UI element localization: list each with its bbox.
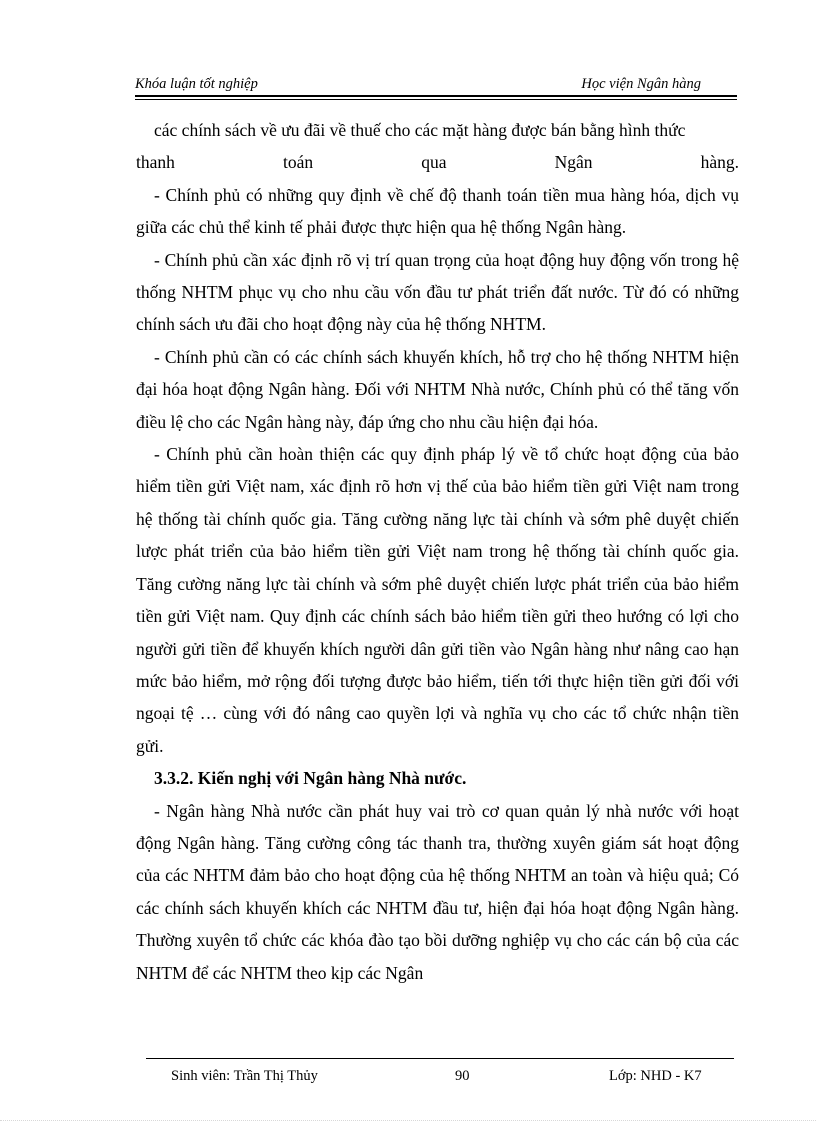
paragraph-capital-mobilization: - Chính phủ cần xác định rõ vị trí quan trọng của hoạt động huy động vốn trong hệ thống NHTM phục vụ cho nhu cầu vốn đầu tư phát triển đất nước. Từ đó có những chính sách ưu đãi cho hoạt động này của hệ thống NHTM. (136, 249, 739, 335)
footer-rule (146, 1058, 734, 1059)
section-heading: 3.3.2. Kiến nghị với Ngân hàng Nhà nước. (154, 768, 467, 789)
footer-class: Lớp: NHD - K7 (609, 1068, 702, 1084)
footer-student-name: Sinh viên: Trần Thị Thủy (171, 1068, 318, 1084)
page-number: 90 (455, 1068, 470, 1084)
page-bottom-dotted-line (0, 1120, 816, 1121)
page-header (135, 76, 735, 94)
header-thesis-title: Khóa luận tốt nghiệp (135, 76, 258, 92)
paragraph-continuation-end: thanh toán qua Ngân hàng. (136, 152, 739, 173)
paragraph-payment-regulation: - Chính phủ có những quy định về chế độ thanh toán tiền mua hàng hóa, dịch vụ giữa các chủ thể kinh tế phải được thực hiện qua hệ thống Ngân hàng. (136, 184, 739, 238)
header-institution: Học viện Ngân hàng (581, 76, 701, 92)
paragraph-modernization: - Chính phủ cần có các chính sách khuyến khích, hỗ trợ cho hệ thống NHTM hiện đại hóa hoạt động Ngân hàng. Đối với NHTM Nhà nước, Chính phủ có thể tăng vốn điều lệ cho các Ngân hàng này, đáp ứng cho nhu cầu hiện đại hóa. (136, 346, 739, 432)
header-rule-thin (135, 99, 737, 100)
header-rule (135, 95, 737, 97)
paragraph-deposit-insurance: - Chính phủ cần hoàn thiện các quy định pháp lý về tổ chức hoạt động của bảo hiểm tiền gửi Việt nam, xác định rõ hơn vị thế của bảo hiểm tiền gửi Việt nam trong hệ thống tài chính quốc gia. Tăng cường năng lực tài chính và sớm phê duyệt chiến lược phát triển của bảo hiểm tiền gửi Việt nam trong hệ thống tài chính quốc gia. Tăng cường năng lực tài chính và sớm phê duyệt chiến lược phát triển của bảo hiểm tiền gửi Việt nam. Quy định các chính sách bảo hiểm tiền gửi theo hướng có lợi cho người gửi tiền để khuyến khích người dân gửi tiền vào Ngân hàng như nâng cao hạn mức bảo hiểm, mở rộng đối tượng được bảo hiểm, tiến tới thực hiện tiền gửi đối với ngoại tệ … cùng với đó nâng cao quyền lợi và nghĩa vụ cho các tổ chức nhận tiền gửi. (136, 444, 739, 756)
paragraph-continuation: các chính sách về ưu đãi về thuế cho các mặt hàng được bán bằng hình thức (154, 120, 686, 140)
paragraph-state-bank: - Ngân hàng Nhà nước cần phát huy vai trò cơ quan quản lý nhà nước với hoạt động Ngân hàng. Tăng cường công tác thanh tra, thường xuyên giám sát hoạt động của các NHTM đảm bảo cho hoạt động của hệ thống NHTM an toàn và hiệu quả; Có các chính sách khuyến khích các NHTM đầu tư, hiện đại hóa hoạt động Ngân hàng. Thường xuyên tổ chức các khóa đào tạo bồi dưỡng nghiệp vụ cho các cán bộ của các NHTM để các NHTM theo kịp các Ngân (136, 800, 739, 983)
document-body (136, 114, 739, 989)
